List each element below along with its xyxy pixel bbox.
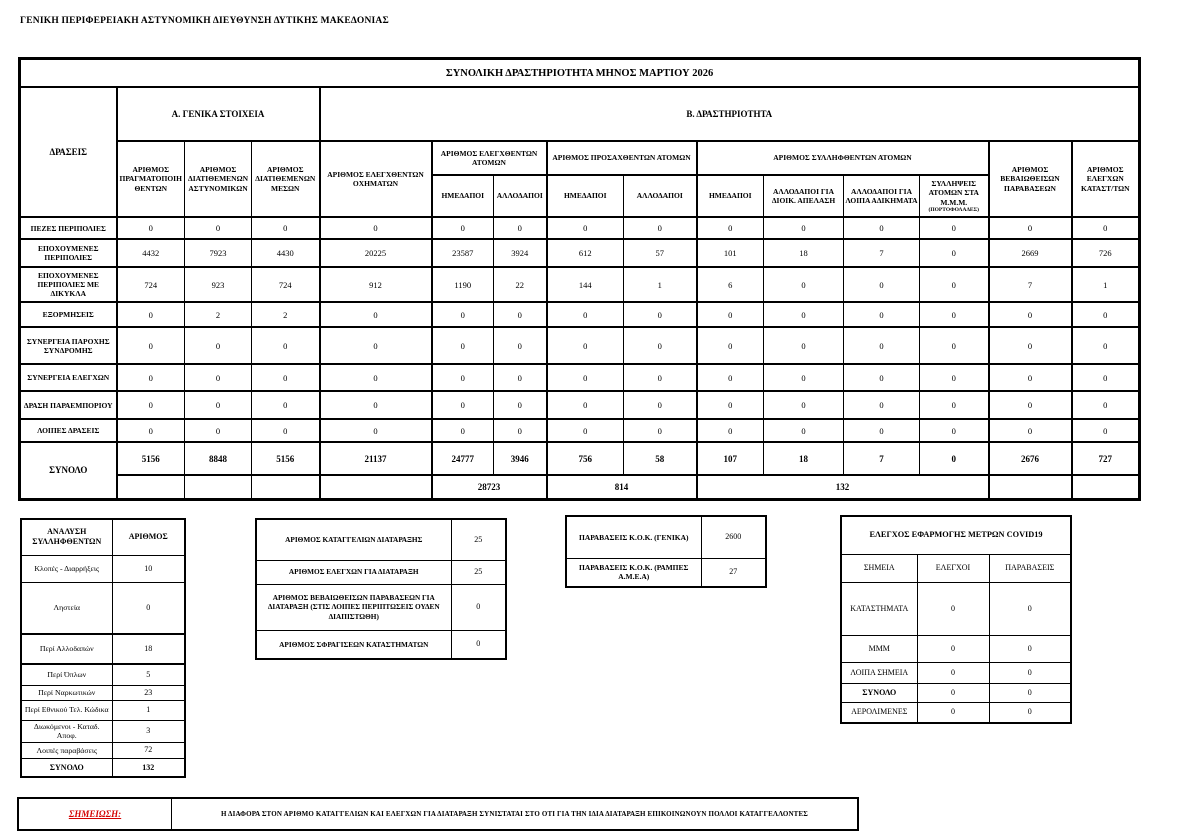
- column-header-vehicles-checked: ΑΡΙΘΜΟΣ ΕΛΕΓΧΘΕΝΤΩΝ ΟΧΗΜΑΤΩΝ: [320, 141, 432, 217]
- data-cell: 0: [989, 327, 1072, 364]
- data-cell: 7: [844, 239, 920, 267]
- total-persons-checked: 28723: [432, 475, 547, 499]
- total-row: [20, 442, 1140, 475]
- total-cell: 727: [1072, 442, 1140, 475]
- total-merged-row: [20, 475, 1140, 499]
- total-cell: 3946: [494, 442, 547, 475]
- data-cell: 0: [432, 364, 494, 391]
- total-cell: 756: [547, 442, 624, 475]
- analysis-row-label: Περί Όπλων: [21, 664, 112, 685]
- column-header-drasis: ΔΡΑΣΕΙΣ: [20, 87, 117, 217]
- covid-table-title: ΕΛΕΓΧΟΣ ΕΦΑΡΜΟΓΗΣ ΜΕΤΡΩΝ COVID19: [841, 516, 1071, 554]
- data-cell: 0: [764, 391, 844, 419]
- data-cell: 0: [1072, 391, 1140, 419]
- total-cell: 24777: [432, 442, 494, 475]
- analysis-header-value: ΑΡΙΘΜΟΣ: [112, 519, 185, 555]
- subcolumn-arrests-public-transport-label: ΣΥΛΛΗΨΕΙΣ ΑΤΟΜΩΝ ΣΤΑ Μ.Μ.Μ.: [928, 178, 979, 207]
- data-cell: 3924: [494, 239, 547, 267]
- note-text: Η ΔΙΑΦΟΡΑ ΣΤΟΝ ΑΡΙΘΜΟ ΚΑΤΑΓΓΕΛΙΩΝ ΚΑΙ ΕΛΕΓΧΩΝ ΓΙΑ ΔΙΑΤΑΡΑΞΗ ΣΥΝΙΣΤΑΤΑΙ ΣΤΟ ΟΤΙ ΓΙΑ ΤΗΝ ΙΔΙΑ ΔΙΑΤΑΡΑΞΗ ΕΠΙΚΟΙΝΩΝΟΥΝ ΠΟΛΛΟΙ ΚΑΤΑΓΓΕΛΛΟΝΤΕΣ: [220, 810, 809, 818]
- kok-general-label: ΠΑΡΑΒΑΣΕΙΣ Κ.Ο.Κ. (ΓΕΝΙΚΑ): [566, 516, 701, 558]
- data-cell: 0: [1072, 217, 1140, 239]
- disturbance-row-value: 25: [451, 519, 506, 560]
- total-row-label: ΣΥΝΟΛΟ: [20, 442, 117, 499]
- data-cell: 0: [117, 419, 185, 442]
- data-cell: 0: [920, 217, 989, 239]
- data-cell: 0: [989, 364, 1072, 391]
- data-cell: 0: [494, 327, 547, 364]
- data-cell: 0: [624, 217, 697, 239]
- data-cell: 0: [624, 302, 697, 327]
- covid-row-violations: 0: [989, 582, 1071, 635]
- analysis-total-label: ΣΥΝΟΛΟ: [21, 758, 112, 777]
- data-cell: 0: [320, 391, 432, 419]
- table-row: [566, 558, 766, 587]
- total-cell: 21137: [320, 442, 432, 475]
- data-cell: 726: [1072, 239, 1140, 267]
- column-header-performed: ΑΡΙΘΜΟΣ ΠΡΑΓΜΑΤΟΠΟΙΗΘΕΝΤΩΝ: [117, 141, 185, 217]
- data-cell: 18: [764, 239, 844, 267]
- data-cell: 1: [1072, 267, 1140, 302]
- data-cell: 0: [844, 391, 920, 419]
- analysis-row-value: 18: [112, 634, 185, 664]
- data-cell: 0: [432, 327, 494, 364]
- total-cell: 5156: [252, 442, 320, 475]
- organization-title: ΓΕΝΙΚΗ ΠΕΡΙΦΕΡΕΙΑΚΗ ΑΣΤΥΝΟΜΙΚΗ ΔΙΕΥΘΥΝΣΗ ΔΥΤΙΚΗΣ ΜΑΚΕΔΟΝΙΑΣ: [20, 16, 389, 26]
- kok-ramps-value: 27: [701, 558, 766, 587]
- analysis-row-value: 3: [112, 720, 185, 742]
- kok-general-value: 2600: [701, 516, 766, 558]
- total-empty-cell: [117, 475, 185, 499]
- data-cell: 0: [117, 364, 185, 391]
- data-cell: 0: [844, 327, 920, 364]
- data-cell: 0: [920, 327, 989, 364]
- data-cell: 0: [764, 267, 844, 302]
- covid-row-checks: 0: [917, 702, 989, 723]
- table-row: [256, 630, 506, 659]
- analysis-row-label: Διωκόμενοι - Καταδ. Αποφ.: [21, 720, 112, 742]
- data-cell: 0: [320, 302, 432, 327]
- covid-row-violations: 0: [989, 702, 1071, 723]
- row-label: ΣΥΝΕΡΓΕΙΑ ΕΛΕΓΧΩΝ: [20, 364, 117, 391]
- data-cell: 101: [697, 239, 764, 267]
- total-empty-cell: [320, 475, 432, 499]
- data-cell: 0: [432, 302, 494, 327]
- disturbance-table: [255, 518, 507, 660]
- data-cell: 0: [494, 364, 547, 391]
- covid-row-label: ΜΜΜ: [841, 635, 917, 662]
- analysis-row-label: Περί Ναρκωτικών: [21, 685, 112, 700]
- data-cell: 0: [117, 217, 185, 239]
- covid-row-label: ΛΟΙΠΑ ΣΗΜΕΙΑ: [841, 662, 917, 683]
- table-row: [21, 720, 185, 742]
- data-cell: 0: [764, 364, 844, 391]
- subcolumn-foreigners-checked: ΑΛΛΟΔΑΠΟΙ: [494, 175, 547, 217]
- row-label: ΕΠΟΧΟΥΜΕΝΕΣ ΠΕΡΙΠΟΛΙΕΣ ΜΕ ΔΙΚΥΚΛΑ: [20, 267, 117, 302]
- data-cell: 0: [844, 364, 920, 391]
- data-cell: 0: [494, 217, 547, 239]
- table-row: [20, 267, 1140, 302]
- data-cell: 6: [697, 267, 764, 302]
- group-header-activity: Β. ΔΡΑΣΤΗΡΙΟΤΗΤΑ: [320, 87, 1140, 141]
- subcolumn-natives-arrested: ΗΜΕΔΑΠΟΙ: [697, 175, 764, 217]
- data-cell: 0: [989, 217, 1072, 239]
- table-row: [21, 742, 185, 758]
- data-cell: 0: [624, 327, 697, 364]
- analysis-total-row: [21, 758, 185, 777]
- data-cell: 0: [185, 327, 252, 364]
- analysis-row-value: 5: [112, 664, 185, 685]
- data-cell: 0: [764, 327, 844, 364]
- subcolumn-foreigners-other-offences: ΑΛΛΟΔΑΠΟΙ ΓΙΑ ΛΟΙΠΑ ΑΔΙΚΗΜΑΤΑ: [844, 175, 920, 217]
- covid-header-checks: ΕΛΕΓΧΟΙ: [917, 554, 989, 582]
- table-row: [21, 634, 185, 664]
- data-cell: 0: [117, 391, 185, 419]
- covid-row-checks: 0: [917, 582, 989, 635]
- analysis-row-label: Περί Αλλοδαπών: [21, 634, 112, 664]
- table-row: [841, 702, 1071, 723]
- data-cell: 0: [185, 217, 252, 239]
- main-activity-table: [18, 57, 1141, 501]
- analysis-header-label: ΑΝΑΛΥΣΗ ΣΥΛΛΗΦΘΕΝΤΩΝ: [21, 519, 112, 555]
- analysis-row-label: Ληστεία: [21, 582, 112, 634]
- table-row: [20, 239, 1140, 267]
- data-cell: 0: [697, 217, 764, 239]
- data-cell: 0: [697, 419, 764, 442]
- total-cell: 18: [764, 442, 844, 475]
- pickpockets-note: (ΠΟΡΤΟΦΟΛΑΔΕΣ): [928, 207, 979, 214]
- covid-row-checks: 0: [917, 662, 989, 683]
- analysis-row-value: 23: [112, 685, 185, 700]
- table-row: [21, 685, 185, 700]
- main-table-title: ΣΥΝΟΛΙΚΗ ΔΡΑΣΤΗΡΙΟΤΗΤΑ ΜΗΝΟΣ ΜΑΡΤΙΟΥ 2026: [20, 59, 1140, 88]
- main-table-title-row: [20, 59, 1140, 88]
- data-cell: 0: [764, 419, 844, 442]
- row-label: ΣΥΝΕΡΓΕΙΑ ΠΑΡΟΧΗΣ ΣΥΝΔΡΟΜΗΣ: [20, 327, 117, 364]
- table-row: [841, 582, 1071, 635]
- disturbance-row-label: ΑΡΙΘΜΟΣ ΣΦΡΑΓΙΣΕΩΝ ΚΑΤΑΣΤΗΜΑΤΩΝ: [256, 630, 451, 659]
- subcolumn-natives-brought: ΗΜΕΔΑΠΟΙ: [547, 175, 624, 217]
- data-cell: 1190: [432, 267, 494, 302]
- total-empty-cell: [989, 475, 1072, 499]
- data-cell: 7: [989, 267, 1072, 302]
- column-header-officers: ΑΡΙΘΜΟΣ ΔΙΑΤΙΘΕΜΕΝΩΝ ΑΣΤΥΝΟΜΙΚΩΝ: [185, 141, 252, 217]
- data-cell: 144: [547, 267, 624, 302]
- table-row: [20, 217, 1140, 239]
- group-header-general: Α. ΓΕΝΙΚΑ ΣΤΟΙΧΕΙΑ: [117, 87, 320, 141]
- data-cell: 0: [432, 419, 494, 442]
- data-cell: 923: [185, 267, 252, 302]
- row-label: ΔΡΑΣΗ ΠΑΡΑΕΜΠΟΡΙΟΥ: [20, 391, 117, 419]
- table-row: [20, 364, 1140, 391]
- covid-total-label: ΣΥΝΟΛΟ: [841, 683, 917, 702]
- kok-ramps-label: ΠΑΡΑΒΑΣΕΙΣ Κ.Ο.Κ. (ΡΑΜΠΕΣ Α.Μ.Ε.Α): [566, 558, 701, 587]
- covid-total-violations: 0: [989, 683, 1071, 702]
- analysis-row-value: 10: [112, 555, 185, 582]
- data-cell: 0: [252, 364, 320, 391]
- data-cell: 7923: [185, 239, 252, 267]
- covid-row-violations: 0: [989, 635, 1071, 662]
- table-row: [20, 419, 1140, 442]
- table-row: [21, 700, 185, 720]
- data-cell: 2: [252, 302, 320, 327]
- table-row: [21, 555, 185, 582]
- data-cell: 0: [920, 419, 989, 442]
- total-persons-brought: 814: [547, 475, 697, 499]
- data-cell: 0: [697, 364, 764, 391]
- group-header-persons-brought: ΑΡΙΘΜΟΣ ΠΡΟΣΑΧΘΕΝΤΩΝ ΑΤΟΜΩΝ: [547, 141, 697, 175]
- table-row: [21, 664, 185, 685]
- row-label: ΠΕΖΕΣ ΠΕΡΙΠΟΛΙΕΣ: [20, 217, 117, 239]
- data-cell: 0: [252, 419, 320, 442]
- note-label: ΣΗΜΕΙΩΣΗ:: [19, 799, 172, 829]
- data-cell: 0: [432, 391, 494, 419]
- data-cell: 0: [185, 391, 252, 419]
- data-cell: 0: [697, 391, 764, 419]
- data-cell: 0: [989, 302, 1072, 327]
- data-cell: 0: [547, 217, 624, 239]
- data-cell: 0: [844, 217, 920, 239]
- table-row: [256, 584, 506, 630]
- analysis-row-value: 1: [112, 700, 185, 720]
- data-cell: 0: [1072, 364, 1140, 391]
- data-cell: 20225: [320, 239, 432, 267]
- disturbance-row-label: ΑΡΙΘΜΟΣ ΕΛΕΓΧΩΝ ΓΙΑ ΔΙΑΤΑΡΑΞΗ: [256, 560, 451, 584]
- covid-row-label: ΑΕΡΟΛΙΜΕΝΕΣ: [841, 702, 917, 723]
- total-empty-cell: [252, 475, 320, 499]
- data-cell: 0: [920, 364, 989, 391]
- disturbance-row-label: ΑΡΙΘΜΟΣ ΒΕΒΑΙΩΘΕΙΣΩΝ ΠΑΡΑΒΑΣΕΩΝ ΓΙΑ ΔΙΑΤΑΡΑΞΗ (ΣΤΙΣ ΛΟΙΠΕΣ ΠΕΡΙΠΤΩΣΕΙΣ ΟΥΔΕΝ ΔΙΑΠΙΣΤΩΘΗ): [256, 584, 451, 630]
- data-cell: 0: [320, 364, 432, 391]
- data-cell: 0: [252, 391, 320, 419]
- data-cell: 0: [117, 327, 185, 364]
- data-cell: 0: [624, 419, 697, 442]
- table-row: [21, 582, 185, 634]
- covid-title-row: [841, 516, 1071, 554]
- table-row: [841, 635, 1071, 662]
- subcolumn-foreigners-brought: ΑΛΛΟΔΑΠΟΙ: [624, 175, 697, 217]
- analysis-row-label: Κλοπές - Διαρρήξεις: [21, 555, 112, 582]
- total-cell: 5156: [117, 442, 185, 475]
- data-cell: 0: [494, 391, 547, 419]
- analysis-total-value: 132: [112, 758, 185, 777]
- data-cell: 2669: [989, 239, 1072, 267]
- data-cell: 0: [989, 391, 1072, 419]
- data-cell: 0: [920, 239, 989, 267]
- data-cell: 0: [320, 217, 432, 239]
- data-cell: 4432: [117, 239, 185, 267]
- subcolumn-natives-checked: ΗΜΕΔΑΠΟΙ: [432, 175, 494, 217]
- data-cell: 0: [920, 302, 989, 327]
- data-cell: 0: [547, 302, 624, 327]
- total-cell: 7: [844, 442, 920, 475]
- data-cell: 724: [117, 267, 185, 302]
- data-cell: 0: [764, 302, 844, 327]
- data-cell: 0: [185, 364, 252, 391]
- subcolumn-arrests-public-transport: [920, 175, 989, 217]
- total-cell: 8848: [185, 442, 252, 475]
- data-cell: 0: [432, 217, 494, 239]
- covid-header-violations: ΠΑΡΑΒΑΣΕΙΣ: [989, 554, 1071, 582]
- group-header-persons-arrested: ΑΡΙΘΜΟΣ ΣΥΛΛΗΦΘΕΝΤΩΝ ΑΤΟΜΩΝ: [697, 141, 989, 175]
- covid-row-label: ΚΑΤΑΣΤΗΜΑΤΑ: [841, 582, 917, 635]
- data-cell: 0: [844, 419, 920, 442]
- group-header-persons-checked: ΑΡΙΘΜΟΣ ΕΛΕΓΧΘΕΝΤΩΝ ΑΤΟΜΩΝ: [432, 141, 547, 175]
- data-cell: 0: [697, 302, 764, 327]
- header-group-row: [20, 87, 1140, 141]
- data-cell: 0: [844, 302, 920, 327]
- data-cell: 0: [547, 327, 624, 364]
- note-box: [17, 797, 859, 831]
- table-row: [20, 302, 1140, 327]
- data-cell: 0: [844, 267, 920, 302]
- covid-total-checks: 0: [917, 683, 989, 702]
- total-cell: 58: [624, 442, 697, 475]
- covid-total-row: [841, 683, 1071, 702]
- total-cell: 2676: [989, 442, 1072, 475]
- header-subgroup-row: [20, 141, 1140, 175]
- data-cell: 22: [494, 267, 547, 302]
- covid-measures-table: [840, 515, 1072, 724]
- disturbance-row-label: ΑΡΙΘΜΟΣ ΚΑΤΑΓΓΕΛΙΩΝ ΔΙΑΤΑΡΑΞΗΣ: [256, 519, 451, 560]
- analysis-row-value: 0: [112, 582, 185, 634]
- data-cell: 0: [320, 327, 432, 364]
- total-persons-arrested: 132: [697, 475, 989, 499]
- table-row: [256, 519, 506, 560]
- covid-header-points: ΣΗΜΕΙΑ: [841, 554, 917, 582]
- data-cell: 0: [185, 419, 252, 442]
- table-row: [256, 560, 506, 584]
- subcolumn-foreigners-deportation: ΑΛΛΟΔΑΠΟΙ ΓΙΑ ΔΙΟΙΚ. ΑΠΕΛΑΣΗ: [764, 175, 844, 217]
- data-cell: 0: [1072, 419, 1140, 442]
- data-cell: 0: [989, 419, 1072, 442]
- disturbance-row-value: 25: [451, 560, 506, 584]
- table-row: [20, 327, 1140, 364]
- total-cell: 0: [920, 442, 989, 475]
- data-cell: 23587: [432, 239, 494, 267]
- data-cell: 2: [185, 302, 252, 327]
- data-cell: 0: [252, 217, 320, 239]
- analysis-row-value: 72: [112, 742, 185, 758]
- data-cell: 1: [624, 267, 697, 302]
- data-cell: 612: [547, 239, 624, 267]
- analysis-header-row: [21, 519, 185, 555]
- column-header-shop-checks: ΑΡΙΘΜΟΣ ΕΛΕΓΧΩΝ ΚΑΤΑΣΤ/ΤΩΝ: [1072, 141, 1140, 217]
- data-cell: 912: [320, 267, 432, 302]
- row-label: ΛΟΙΠΕΣ ΔΡΑΣΕΙΣ: [20, 419, 117, 442]
- disturbance-row-value: 0: [451, 584, 506, 630]
- data-cell: 0: [547, 391, 624, 419]
- data-cell: 0: [1072, 302, 1140, 327]
- data-cell: 0: [697, 327, 764, 364]
- table-row: [841, 662, 1071, 683]
- total-cell: 107: [697, 442, 764, 475]
- data-cell: 0: [547, 364, 624, 391]
- disturbance-row-value: 0: [451, 630, 506, 659]
- covid-row-violations: 0: [989, 662, 1071, 683]
- data-cell: 0: [547, 419, 624, 442]
- column-header-confirmed-violations: ΑΡΙΘΜΟΣ ΒΕΒΑΙΩΘΕΙΣΩΝ ΠΑΡΑΒΑΣΕΩΝ: [989, 141, 1072, 217]
- row-label: ΕΞΟΡΜΗΣΕΙΣ: [20, 302, 117, 327]
- data-cell: 0: [494, 302, 547, 327]
- data-cell: 4430: [252, 239, 320, 267]
- arrest-analysis-table: [20, 518, 186, 778]
- data-cell: 57: [624, 239, 697, 267]
- data-cell: 0: [920, 391, 989, 419]
- covid-header-row: [841, 554, 1071, 582]
- total-empty-cell: [1072, 475, 1140, 499]
- data-cell: 0: [252, 327, 320, 364]
- table-row: [566, 516, 766, 558]
- data-cell: 0: [320, 419, 432, 442]
- analysis-row-label: Λοιπές παραβάσεις: [21, 742, 112, 758]
- covid-row-checks: 0: [917, 635, 989, 662]
- data-cell: 0: [764, 217, 844, 239]
- data-cell: 0: [624, 364, 697, 391]
- data-cell: 0: [494, 419, 547, 442]
- data-cell: 0: [117, 302, 185, 327]
- analysis-row-label: Περί Εθνικού Τελ. Κώδικα: [21, 700, 112, 720]
- traffic-violations-table: [565, 515, 767, 588]
- row-label: ΕΠΟΧΟΥΜΕΝΕΣ ΠΕΡΙΠΟΛΙΕΣ: [20, 239, 117, 267]
- data-cell: 724: [252, 267, 320, 302]
- data-cell: 0: [624, 391, 697, 419]
- total-empty-cell: [185, 475, 252, 499]
- table-row: [20, 391, 1140, 419]
- data-cell: 0: [920, 267, 989, 302]
- data-cell: 0: [1072, 327, 1140, 364]
- column-header-means: ΑΡΙΘΜΟΣ ΔΙΑΤΙΘΕΜΕΝΩΝ ΜΕΣΩΝ: [252, 141, 320, 217]
